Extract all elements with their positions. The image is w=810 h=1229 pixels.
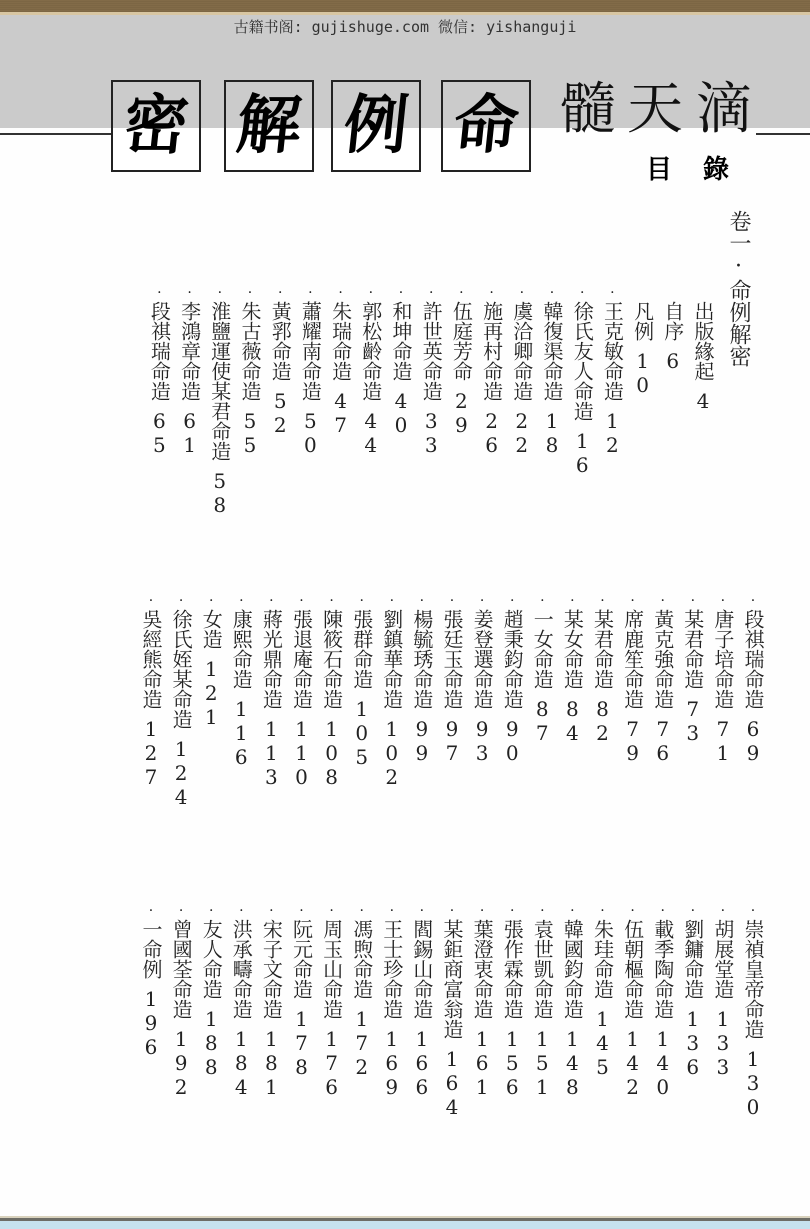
bullet-dot: · <box>564 903 581 919</box>
toc-entry <box>479 285 505 457</box>
toc-entry <box>198 903 224 1079</box>
bullet-dot: · <box>624 593 641 609</box>
bullet-dot: · <box>544 285 560 301</box>
bullet-dot: · <box>594 593 611 609</box>
toc-entry-page: 110 <box>289 717 314 789</box>
seal-box-4 <box>441 80 531 172</box>
bullet-dot: · <box>323 593 340 609</box>
bullet-dot: · <box>564 593 581 609</box>
toc-entry <box>146 285 172 457</box>
bullet-dot: · <box>444 593 460 609</box>
toc-entry <box>590 903 616 1079</box>
toc-entry-page: 176 <box>319 1027 344 1099</box>
toc-entry-title: 袁世凱命造 <box>530 919 555 1019</box>
bullet-dot: · <box>362 285 379 301</box>
toc-entry <box>439 593 465 765</box>
toc-entry-page: 97 <box>440 717 464 765</box>
toc-entry-title: 胡展堂造 <box>710 919 735 999</box>
toc-entry <box>559 593 585 745</box>
toc-entry-page: 105 <box>349 697 374 769</box>
bullet-dot: · <box>604 285 621 301</box>
bullet-dot: · <box>302 285 319 301</box>
toc-entry <box>198 593 224 729</box>
toc-entry-title: 某君命造 <box>590 609 615 689</box>
book-title-char: 天 <box>627 77 683 142</box>
toc-entry <box>379 903 405 1099</box>
toc-entry-page: 22 <box>509 409 534 457</box>
toc-entry-title: 蕭耀南命造 <box>298 301 323 401</box>
toc-entry-page: 79 <box>620 717 645 765</box>
bullet-dot: · <box>173 903 190 919</box>
toc-entry-title: 楊毓琇命造 <box>409 609 434 709</box>
bullet-dot: · <box>624 903 641 919</box>
toc-entry-page: 145 <box>590 1007 615 1079</box>
toc-entry <box>258 593 284 789</box>
bullet-dot: · <box>263 903 280 919</box>
toc-entry-page: 130 <box>741 1047 765 1119</box>
toc-entry-page: 29 <box>449 389 474 437</box>
toc-entry-page: 50 <box>298 409 323 457</box>
toc-entry <box>680 903 706 1079</box>
toc-entry-title: 一命例 <box>139 919 163 979</box>
toc-entry-title: 朱珪命造 <box>590 919 615 999</box>
toc-entry-page: 156 <box>500 1027 525 1099</box>
book-title-char: 髓 <box>560 77 616 142</box>
toc-entry-page: 184 <box>229 1027 254 1099</box>
toc-entry-page: 140 <box>650 1027 675 1099</box>
toc-entry-page: 55 <box>238 409 262 457</box>
toc-entry-page: 58 <box>207 469 232 517</box>
bullet-dot: · <box>263 593 280 609</box>
toc-entry-title: 宋子文命造 <box>259 919 284 1019</box>
toc-entry-title: 康熙命造 <box>229 609 254 689</box>
bullet-dot: · <box>684 593 701 609</box>
header-rule-left <box>0 133 112 135</box>
bullet-dot: · <box>504 903 521 919</box>
toc-entry-page: 71 <box>710 717 735 765</box>
bullet-dot: · <box>745 593 761 609</box>
toc-entry <box>569 285 595 477</box>
seal-box-3 <box>331 80 421 172</box>
toc-entry <box>469 903 495 1099</box>
toc-entry-page: 4 <box>691 389 715 413</box>
toc-entry-page: 93 <box>470 717 495 765</box>
toc-entry <box>328 285 354 437</box>
toc-entry-page: 124 <box>169 737 194 809</box>
toc-entry-title: 王克敏命造 <box>600 301 625 401</box>
toc-entry <box>599 285 625 457</box>
bullet-dot: · <box>383 903 400 919</box>
toc-entry-page: 142 <box>620 1027 645 1099</box>
toc-entry <box>409 903 435 1099</box>
bullet-dot: · <box>242 285 258 301</box>
toc-entry-page: 102 <box>379 717 404 789</box>
toc-entry-page: 181 <box>259 1027 284 1099</box>
toc-entry-title: 張群命造 <box>349 609 374 689</box>
toc-entry <box>680 593 706 745</box>
toc-entry <box>630 285 656 397</box>
toc-entry <box>559 903 585 1099</box>
toc-entry-title: 趙秉鈞命造 <box>500 609 525 709</box>
toc-entry <box>439 903 465 1119</box>
toc-entry <box>289 903 315 1079</box>
bullet-dot: · <box>323 903 340 919</box>
bullet-dot: · <box>745 903 761 919</box>
toc-entry-title: 葉澄衷命造 <box>470 919 495 1019</box>
toc-entry-page: 188 <box>199 1007 224 1079</box>
bullet-dot: · <box>483 285 500 301</box>
watermark-text: 古籍书阁: gujishuge.com 微信: yishanguji <box>233 18 577 36</box>
toc-entry-title: 阮元命造 <box>289 919 314 999</box>
toc-entry <box>267 285 293 437</box>
bullet-dot: · <box>654 903 671 919</box>
bullet-dot: · <box>272 285 289 301</box>
bullet-dot: · <box>233 903 250 919</box>
toc-entry <box>710 903 736 1079</box>
bullet-dot: · <box>181 285 198 301</box>
toc-entry <box>690 285 716 413</box>
toc-entry-page: 26 <box>479 409 504 457</box>
bullet-dot: · <box>211 285 228 301</box>
toc-entry-title: 伍朝樞命造 <box>620 919 645 1019</box>
toc-entry <box>740 903 766 1119</box>
toc-entry-title: 一女命造 <box>530 609 555 689</box>
toc-entry-title: 和坤命造 <box>389 301 413 381</box>
toc-entry-title: 王士珍命造 <box>379 919 404 1019</box>
toc-entry-page: 84 <box>560 697 585 745</box>
toc-entry-page: 192 <box>169 1027 194 1099</box>
bullet-dot: · <box>714 593 731 609</box>
toc-entry <box>469 593 495 765</box>
toc-entry-title: 某鉅商富翁造 <box>440 919 464 1039</box>
toc-entry-title: 張作霖命造 <box>500 919 525 1019</box>
toc-entry <box>228 903 254 1099</box>
book-title-char: 滴 <box>696 77 752 142</box>
toc-entry-title: 周玉山命造 <box>319 919 344 1019</box>
toc-entry-page: 151 <box>530 1027 555 1099</box>
toc-entry-page: 127 <box>139 717 163 789</box>
toc-entry <box>650 593 676 765</box>
toc-entry <box>207 285 233 517</box>
toc-entry-title: 徐氏姪某命造 <box>169 609 194 729</box>
toc-entry <box>319 903 345 1099</box>
bullet-dot: · <box>574 285 591 301</box>
toc-entry <box>509 285 535 457</box>
toc-entry-page: 47 <box>328 389 353 437</box>
toc-entry <box>650 903 676 1099</box>
toc-entry <box>379 593 405 789</box>
toc-entry <box>620 593 646 765</box>
toc-entry-title: 伍庭芳命 <box>449 301 474 381</box>
toc-entry <box>539 285 565 457</box>
toc-entry-page: 82 <box>590 697 615 745</box>
seal-char: 解 <box>233 88 305 163</box>
toc-entry-page: 61 <box>177 409 202 457</box>
toc-entry <box>529 903 555 1099</box>
toc-entry-title: 黃郛命造 <box>268 301 293 381</box>
toc-entry-title: 劉鏞命造 <box>680 919 705 999</box>
bullet-dot: · <box>474 903 491 919</box>
bullet-dot: · <box>151 285 168 301</box>
bullet-dot: · <box>444 903 460 919</box>
bullet-dot: · <box>143 903 159 919</box>
bullet-dot: · <box>203 903 220 919</box>
toc-entry-title: 載季陶命造 <box>650 919 675 1019</box>
toc-entry-page: 108 <box>319 717 344 789</box>
bullet-dot: · <box>453 285 470 301</box>
toc-entry-page: 161 <box>470 1027 495 1099</box>
bullet-dot: · <box>504 593 521 609</box>
toc-entry-title: 吳經熊命造 <box>139 609 163 709</box>
bullet-dot: · <box>413 903 430 919</box>
bullet-dot: · <box>233 593 250 609</box>
toc-entry <box>418 285 444 457</box>
toc-entry-title: 陳筱石命造 <box>319 609 344 709</box>
toc-entry <box>388 285 414 437</box>
bullet-dot: · <box>173 593 190 609</box>
toc-entry-title: 劉鎮華命造 <box>379 609 404 709</box>
toc-entry-title: 蔣光鼎命造 <box>259 609 284 709</box>
toc-entry <box>258 903 284 1099</box>
toc-entry <box>168 903 194 1099</box>
toc-entry-page: 10 <box>630 349 655 397</box>
toc-entry <box>297 285 323 457</box>
toc-entry <box>177 285 203 457</box>
bullet-dot: · <box>143 593 159 609</box>
toc-entry-page: 172 <box>349 1007 374 1079</box>
subtitle-char: 錄 <box>703 155 730 185</box>
toc-entry-page: 133 <box>710 1007 735 1079</box>
toc-entry-title: 虞洽卿命造 <box>509 301 534 401</box>
bottom-window-strip <box>0 1221 810 1229</box>
toc-entry <box>740 593 766 765</box>
toc-entry-page: 76 <box>650 717 675 765</box>
toc-entry-title: 段祺瑞命造 <box>147 301 172 401</box>
toc-entry <box>590 593 616 745</box>
toc-entry <box>448 285 474 437</box>
toc-entry <box>620 903 646 1099</box>
bullet-dot: · <box>423 285 440 301</box>
toc-entry-page: 87 <box>530 697 555 745</box>
toc-entry-page: 136 <box>680 1007 705 1079</box>
toc-entry <box>349 593 375 769</box>
bullet-dot: · <box>594 903 611 919</box>
bullet-dot: · <box>714 903 731 919</box>
bullet-dot: · <box>353 593 370 609</box>
bullet-dot: · <box>654 593 671 609</box>
bullet-dot: · <box>513 285 530 301</box>
toc-entry-title: 施再村命造 <box>479 301 504 401</box>
toc-entry-page: 18 <box>540 409 564 457</box>
toc-entry-page: 16 <box>570 429 595 477</box>
toc-entry-title: 某君命造 <box>680 609 705 689</box>
toc-entry-page: 164 <box>440 1047 464 1119</box>
toc-entry <box>358 285 384 457</box>
toc-entry-page: 169 <box>379 1027 404 1099</box>
toc-entry-page: 178 <box>289 1007 314 1079</box>
toc-entry <box>289 593 315 789</box>
toc-entry <box>499 903 525 1099</box>
toc-entry-title: 曾國荃命造 <box>169 919 194 1019</box>
toc-entry-page: 116 <box>229 697 254 769</box>
toc-entry-title: 凡例 <box>630 301 655 341</box>
toc-entry-page: 73 <box>680 697 705 745</box>
subtitle-char: 目 <box>646 155 673 185</box>
toc-entry-page: 113 <box>259 717 284 789</box>
toc-entry-page: 148 <box>560 1027 585 1099</box>
toc-entry <box>138 593 164 789</box>
toc-entry-title: 韓復渠命造 <box>540 301 564 401</box>
bullet-dot: · <box>332 285 349 301</box>
toc-entry <box>138 903 164 1059</box>
toc-entry-title: 許世英命造 <box>419 301 444 401</box>
bullet-dot: · <box>383 593 400 609</box>
volume-heading: 卷一·命例解密 <box>726 210 751 367</box>
bullet-dot: · <box>203 593 220 609</box>
toc-entry-title: 閻錫山命造 <box>409 919 434 1019</box>
bullet-dot: · <box>474 593 491 609</box>
toc-entry-title: 韓國鈞命造 <box>560 919 585 1019</box>
toc-entry-title: 友人命造 <box>199 919 224 999</box>
seal-box-1 <box>111 80 201 172</box>
toc-entry-title: 出版緣起 <box>691 301 715 381</box>
seal-char: 密 <box>120 88 192 163</box>
toc-entry-page: 65 <box>147 409 172 457</box>
toc-entry <box>660 285 686 373</box>
toc-entry-page: 33 <box>419 409 444 457</box>
toc-entry-page: 6 <box>660 349 685 373</box>
toc-entry-page: 99 <box>409 717 434 765</box>
toc-entry-title: 某女命造 <box>560 609 585 689</box>
toc-entry-title: 朱瑞命造 <box>328 301 353 381</box>
toc-entry <box>228 593 254 769</box>
toc-entry-page: 52 <box>268 389 293 437</box>
toc-entry-title: 徐氏友人命造 <box>570 301 595 421</box>
toc-entry-page: 44 <box>358 409 383 457</box>
seal-box-2 <box>224 80 314 172</box>
top-border-band <box>0 0 810 12</box>
toc-entry-page: 40 <box>389 389 413 437</box>
toc-entry-page: 90 <box>500 717 525 765</box>
toc-entry-page: 12 <box>600 409 625 457</box>
toc-entry-title: 郭松齡命造 <box>358 301 383 401</box>
seal-char: 命 <box>450 88 522 163</box>
bullet-dot: · <box>534 593 551 609</box>
bullet-dot: · <box>353 903 370 919</box>
toc-entry-page: 196 <box>139 987 163 1059</box>
toc-entry <box>710 593 736 765</box>
toc-entry-title: 朱古薇命造 <box>238 301 262 401</box>
toc-entry-title: 席鹿笙命造 <box>620 609 645 709</box>
bullet-dot: · <box>293 903 310 919</box>
bullet-dot: · <box>413 593 430 609</box>
toc-entry-title: 唐子培命造 <box>710 609 735 709</box>
toc-entry-page: 69 <box>741 717 765 765</box>
toc-entry-title: 洪承疇命造 <box>229 919 254 1019</box>
toc-entry <box>237 285 263 457</box>
toc-entry-title: 李鴻章命造 <box>177 301 202 401</box>
toc-entry <box>349 903 375 1079</box>
toc-entry-title: 姜登選命造 <box>470 609 495 709</box>
toc-entry-page: 121 <box>199 657 224 729</box>
seal-char: 例 <box>340 88 412 163</box>
toc-entry <box>529 593 555 745</box>
toc-entry-title: 張退庵命造 <box>289 609 314 709</box>
bullet-dot: · <box>393 285 409 301</box>
bullet-dot: · <box>534 903 551 919</box>
toc-entry-title: 淮鹽運使某君命造 <box>207 301 232 461</box>
toc-entry <box>168 593 194 809</box>
toc-entry-title: 崇禎皇帝命造 <box>741 919 765 1039</box>
toc-entry <box>319 593 345 789</box>
toc-entry-page: 166 <box>409 1027 434 1099</box>
bullet-dot: · <box>293 593 310 609</box>
header-rule-right <box>756 133 810 135</box>
toc-entry-title: 黃克強命造 <box>650 609 675 709</box>
toc-entry <box>499 593 525 765</box>
toc-entry <box>409 593 435 765</box>
toc-entry-title: 段祺瑞命造 <box>741 609 765 709</box>
bullet-dot: · <box>684 903 701 919</box>
toc-entry-title: 馮煦命造 <box>349 919 374 999</box>
toc-entry-title: 自序 <box>660 301 685 341</box>
toc-entry-title: 女造 <box>199 609 224 649</box>
toc-entry-title: 張廷玉命造 <box>440 609 464 709</box>
